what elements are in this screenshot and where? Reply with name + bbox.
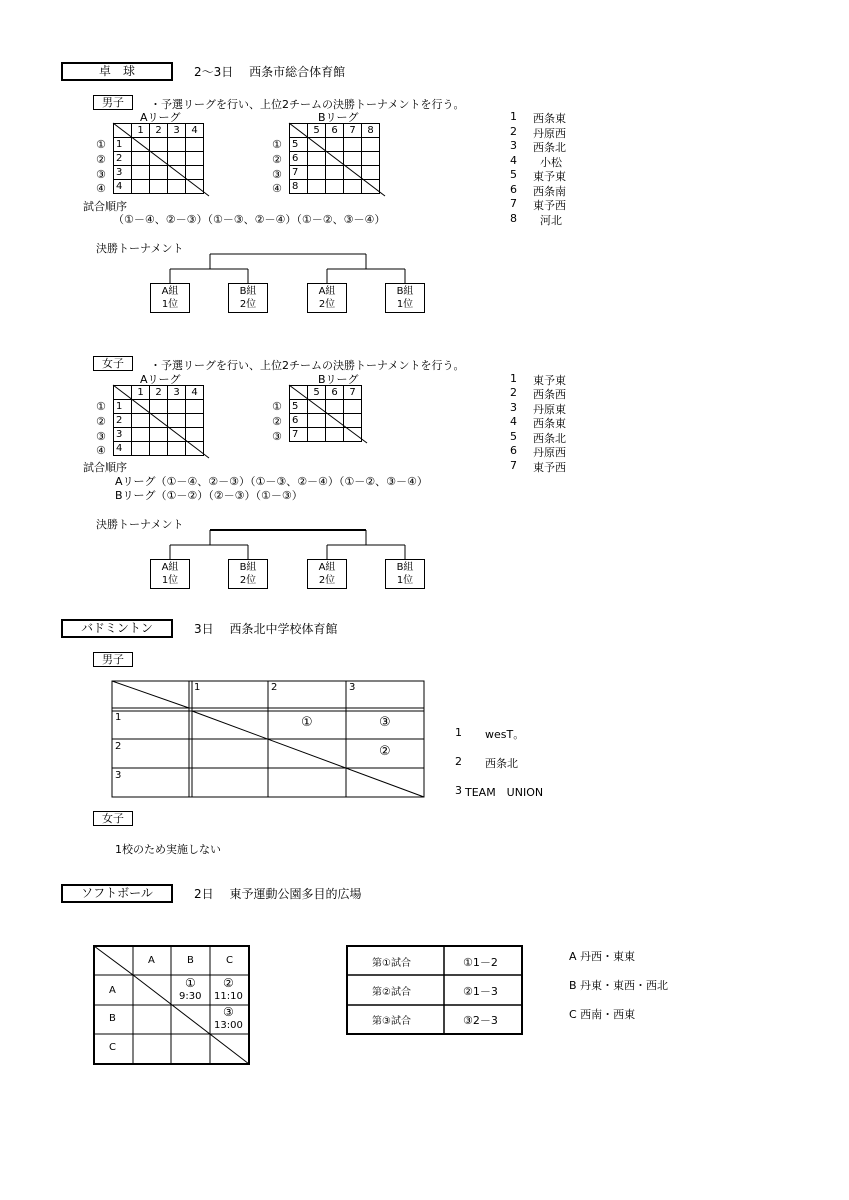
tt-men-a-rownum-1: ① <box>96 138 106 151</box>
team-name: 西条西 <box>533 388 566 401</box>
team-name: 小松 <box>540 156 562 169</box>
col: 2 <box>150 124 168 138</box>
team-name: 西条北 <box>533 141 566 154</box>
team-num: 5 <box>510 430 517 443</box>
row: 2 <box>114 414 132 428</box>
row: 8 <box>290 180 308 194</box>
tt-men-a-rownum-2: ② <box>96 153 106 166</box>
tt-men-label: 男子 <box>93 95 133 110</box>
col: 1 <box>132 124 150 138</box>
team-name: 東予西 <box>533 461 566 474</box>
team-num: 5 <box>510 168 517 181</box>
tt-women-order-label: 試合順序 <box>83 461 127 474</box>
col: 8 <box>362 124 380 138</box>
box-line1: B組 <box>239 562 257 573</box>
sb-team-c: C 西南・西東 <box>569 1008 636 1021</box>
team-num: 4 <box>510 415 517 428</box>
bd-team-num: 1 <box>455 726 462 739</box>
box-line2: 1位 <box>161 299 179 310</box>
col: 3 <box>168 124 186 138</box>
bd-col-3: 3 <box>349 682 356 693</box>
row: 3 <box>114 166 132 180</box>
team-name: 東予東 <box>533 170 566 183</box>
row: 1 <box>114 138 132 152</box>
box-line1: B組 <box>239 286 257 297</box>
tt-men-b-rownum-2: ② <box>272 153 282 166</box>
bd-team-name: TEAM UNION <box>465 786 544 799</box>
row: 4 <box>114 442 132 456</box>
tt-women-league-a: Aリーグ <box>140 373 181 386</box>
tt-women-a-rownum-3: ③ <box>96 430 106 443</box>
tt-men-league-b: Bリーグ <box>318 111 359 124</box>
sb-game-match-3: ③2－3 <box>463 1014 498 1027</box>
team-num: 8 <box>510 212 517 225</box>
team-num: 3 <box>510 401 517 414</box>
team-name: 河北 <box>540 214 562 227</box>
row: 3 <box>114 428 132 442</box>
softball-label: ソフトボール <box>61 884 173 903</box>
sb-cell-ac-num: ② <box>223 976 234 990</box>
sb-cell-ab-time: 9:30 <box>179 991 202 1002</box>
tt-women-a-rownum-1: ① <box>96 400 106 413</box>
tt-men-note: ・予選リーグを行い、上位2チームの決勝トーナメントを行う。 <box>150 98 465 111</box>
tt-women-order-b: Bリーグ（①－②）（②－③）（①－③） <box>115 489 303 502</box>
bd-cell-1-2: ① <box>301 715 313 730</box>
row: 5 <box>290 138 308 152</box>
row: 4 <box>114 180 132 194</box>
row: 7 <box>290 166 308 180</box>
tt-women-league-b: Bリーグ <box>318 373 359 386</box>
team-num: 2 <box>510 386 517 399</box>
box-line2: 2位 <box>239 299 257 310</box>
sb-row-a: A <box>109 985 116 996</box>
col: 7 <box>344 124 362 138</box>
sb-game-label-1: 第①試合 <box>372 958 411 969</box>
team-name: 丹原西 <box>533 446 566 459</box>
sb-team-b: B 丹東・東西・西北 <box>569 979 669 992</box>
box-line1: B組 <box>396 562 414 573</box>
sb-game-label-3: 第③試合 <box>372 1016 411 1027</box>
tt-men-a-rownum-4: ④ <box>96 182 106 195</box>
team-num: 4 <box>510 154 517 167</box>
col: 4 <box>186 386 204 400</box>
sb-game-match-2: ②1－3 <box>463 985 498 998</box>
tt-men-b-rownum-4: ④ <box>272 182 282 195</box>
sb-cell-bc-time: 13:00 <box>214 1020 243 1031</box>
team-num: 3 <box>510 139 517 152</box>
bd-col-2: 2 <box>271 682 278 693</box>
softball-info: 2日 東予運動公園多目的広場 <box>194 887 362 901</box>
bd-team-name: 西条北 <box>485 757 518 770</box>
team-num: 6 <box>510 444 517 457</box>
team-num: 7 <box>510 459 517 472</box>
team-name: 東予東 <box>533 374 566 387</box>
row: 1 <box>114 400 132 414</box>
team-num: 1 <box>510 110 517 123</box>
bd-cell-1-3: ③ <box>379 715 391 730</box>
bd-cell-2-3: ② <box>379 744 391 759</box>
row: 5 <box>290 400 308 414</box>
sb-cell-ab-num: ① <box>185 976 196 990</box>
sb-col-c: C <box>226 955 233 966</box>
box-line1: A組 <box>161 286 179 297</box>
sb-game-label-2: 第②試合 <box>372 987 411 998</box>
team-name: 西条東 <box>533 417 566 430</box>
tt-men-order-label: 試合順序 <box>83 200 127 213</box>
bd-row-3: 3 <box>115 770 122 781</box>
table-tennis-label: 卓 球 <box>61 62 173 81</box>
badminton-label: バドミントン <box>61 619 173 638</box>
bd-team-name: wesT。 <box>485 728 525 741</box>
col: 1 <box>132 386 150 400</box>
team-num: 7 <box>510 197 517 210</box>
col: 7 <box>344 386 362 400</box>
bd-women-note: 1校のため実施しない <box>115 843 221 856</box>
team-name: 西条北 <box>533 432 566 445</box>
box-line2: 1位 <box>161 575 179 586</box>
box-line2: 2位 <box>318 575 336 586</box>
team-num: 2 <box>510 125 517 138</box>
bd-col-1: 1 <box>194 682 201 693</box>
tt-women-order-a: Aリーグ（①－④、②－③）（①－③、②－④）（①－②、③－④） <box>115 475 428 488</box>
box-line2: 2位 <box>239 575 257 586</box>
box-line2: 1位 <box>396 575 414 586</box>
bd-women-label: 女子 <box>93 811 133 826</box>
tt-women-note: ・予選リーグを行い、上位2チームの決勝トーナメントを行う。 <box>150 359 465 372</box>
tt-men-b-rownum-3: ③ <box>272 168 282 181</box>
row: 7 <box>290 428 308 442</box>
bd-team-num: 3 <box>455 784 462 797</box>
tt-women-a-rownum-4: ④ <box>96 444 106 457</box>
bd-row-2: 2 <box>115 741 122 752</box>
table-tennis-info: 2～3日 西条市総合体育館 <box>194 65 346 79</box>
team-name: 丹原東 <box>533 403 566 416</box>
team-name: 東予西 <box>533 199 566 212</box>
team-name: 西条東 <box>533 112 566 125</box>
sb-col-a: A <box>148 955 155 966</box>
box-line1: B組 <box>396 286 414 297</box>
bd-team-num: 2 <box>455 755 462 768</box>
bd-row-1: 1 <box>115 712 122 723</box>
tt-men-a-rownum-3: ③ <box>96 168 106 181</box>
sb-game-match-1: ①1－2 <box>463 956 498 969</box>
sb-row-c: C <box>109 1042 116 1053</box>
tt-men-order: （①－④、②－③）（①－③、②－④）（①－②、③－④） <box>113 213 386 226</box>
sb-team-a: A 丹西・東東 <box>569 950 636 963</box>
col: 6 <box>326 386 344 400</box>
box-line2: 1位 <box>396 299 414 310</box>
sb-col-b: B <box>187 955 194 966</box>
col: 3 <box>168 386 186 400</box>
col: 4 <box>186 124 204 138</box>
box-line2: 2位 <box>318 299 336 310</box>
row: 2 <box>114 152 132 166</box>
tt-women-b-rownum-2: ② <box>272 415 282 428</box>
team-name: 丹原西 <box>533 127 566 140</box>
badminton-info: 3日 西条北中学校体育館 <box>194 622 338 636</box>
box-line1: A組 <box>161 562 179 573</box>
tt-men-final-label: 決勝トーナメント <box>96 242 184 255</box>
sb-row-b: B <box>109 1013 116 1024</box>
tt-men-league-a: Aリーグ <box>140 111 181 124</box>
tt-women-b-rownum-3: ③ <box>272 430 282 443</box>
col: 5 <box>308 124 326 138</box>
team-num: 6 <box>510 183 517 196</box>
tt-women-a-rownum-2: ② <box>96 415 106 428</box>
row: 6 <box>290 414 308 428</box>
sb-cell-bc-num: ③ <box>223 1005 234 1019</box>
tt-women-final-label: 決勝トーナメント <box>96 518 184 531</box>
row: 6 <box>290 152 308 166</box>
box-line1: A組 <box>318 286 336 297</box>
col: 2 <box>150 386 168 400</box>
col: 6 <box>326 124 344 138</box>
team-num: 1 <box>510 372 517 385</box>
sb-cell-ac-time: 11:10 <box>214 991 243 1002</box>
tt-men-b-rownum-1: ① <box>272 138 282 151</box>
bd-men-label: 男子 <box>93 652 133 667</box>
tt-women-b-rownum-1: ① <box>272 400 282 413</box>
team-name: 西条南 <box>533 185 566 198</box>
box-line1: A組 <box>318 562 336 573</box>
tt-women-label: 女子 <box>93 356 133 371</box>
col: 5 <box>308 386 326 400</box>
